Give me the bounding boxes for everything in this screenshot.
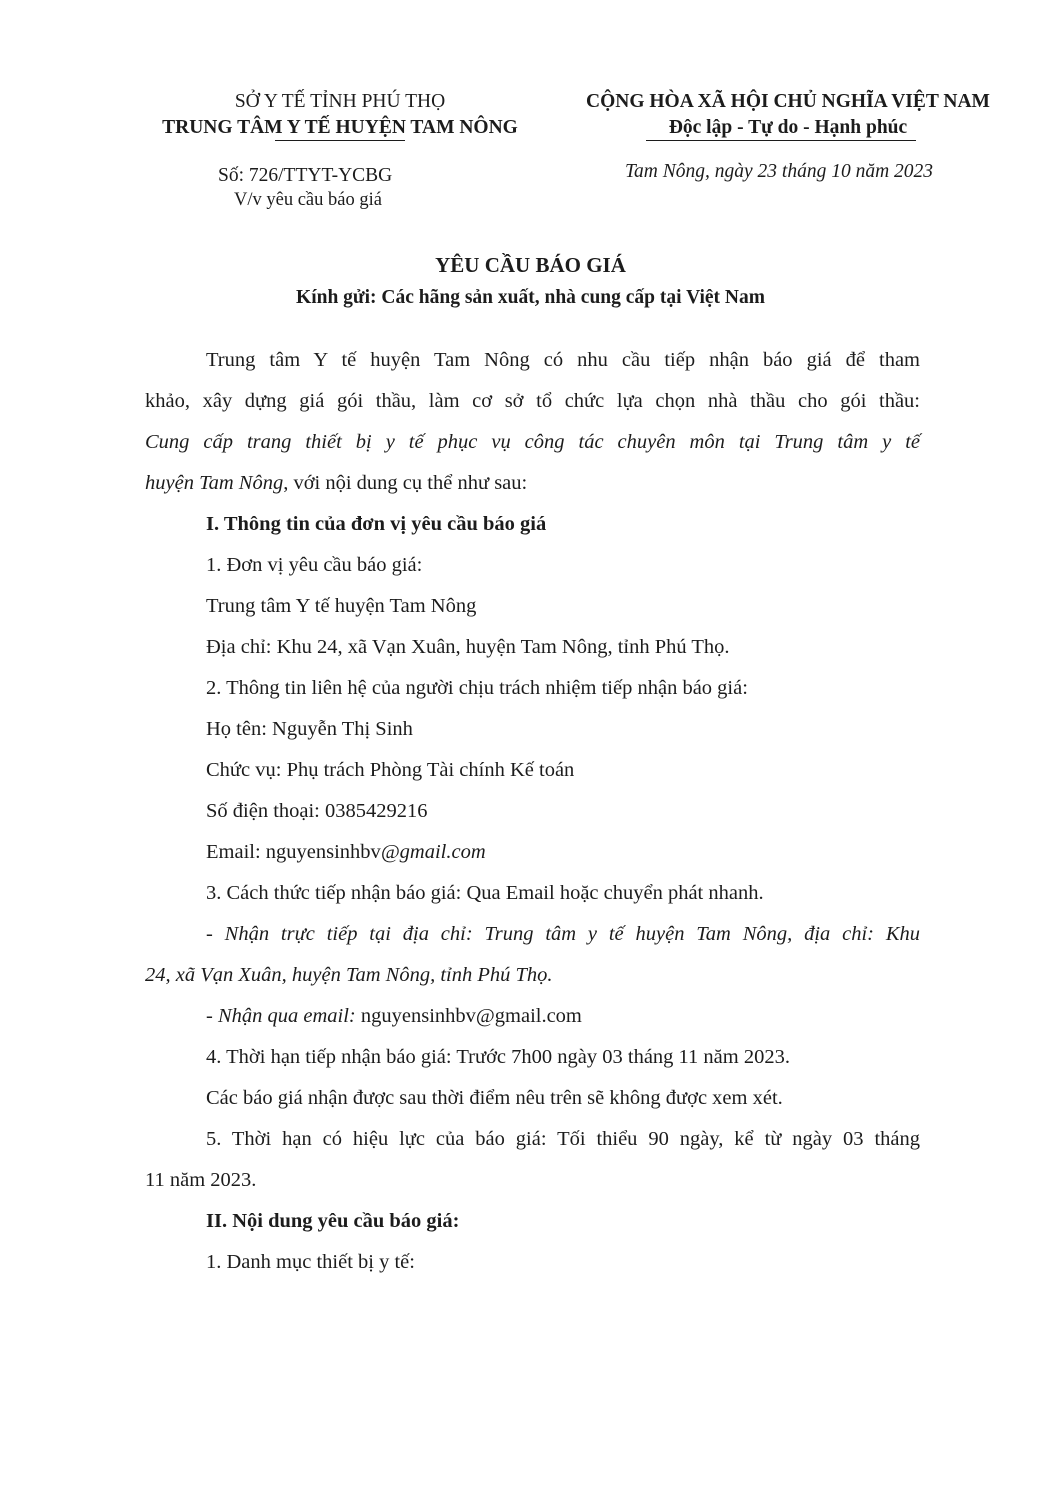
item-1-label: 1. Đơn vị yêu cầu báo giá: [206, 554, 423, 576]
motto: Độc lập - Tự do - Hạnh phúc [668, 117, 908, 138]
item-4: 4. Thời hạn tiếp nhận báo giá: Trước 7h00 ngày 03 tháng 11 năm 2023. [206, 1046, 790, 1068]
place-date: Tam Nông, ngày 23 tháng 10 năm 2023 [625, 161, 934, 182]
direct-receive-line-1: - Nhận trực tiếp tại địa chỉ: Trung tâm y tế huyện Tam Nông, địa chỉ: Khu [206, 923, 920, 945]
org-name: TRUNG TÂM Y TẾ HUYỆN TAM NÔNG [162, 117, 518, 138]
document-title: YÊU CẦU BÁO GIÁ [435, 253, 626, 277]
contact-phone: Số điện thoại: 0385429216 [206, 800, 428, 822]
item-3: 3. Cách thức tiếp nhận báo giá: Qua Email hoặc chuyển phát nhanh. [206, 882, 764, 904]
package-name-end: huyện Tam Nông [145, 472, 284, 494]
item-2-label: 2. Thông tin liên hệ của người chịu trách nhiệm tiếp nhận báo giá: [206, 677, 748, 699]
national-header [548, 89, 1028, 141]
doc-subject: V/v yêu cầu báo giá [234, 190, 382, 210]
unit-name: Trung tâm Y tế huyện Tam Nông [206, 595, 477, 617]
email-receive-label: - Nhận qua email: [206, 1005, 356, 1027]
intro-line-4-rest: , với nội dung cụ thể như sau: [283, 472, 528, 494]
section-1-heading: I. Thông tin của đơn vị yêu cầu báo giá [206, 513, 547, 535]
section-2-item-1: 1. Danh mục thiết bị y tế: [206, 1251, 415, 1273]
email-receive-value: nguyensinhbv@gmail.com [355, 1005, 582, 1027]
item-5-line-1: 5. Thời hạn có hiệu lực của báo giá: Tối thiểu 90 ngày, kể từ ngày 03 tháng [206, 1128, 920, 1150]
contact-email [206, 838, 486, 866]
org-underline [275, 140, 405, 141]
contact-name: Họ tên: Nguyễn Thị Sinh [206, 718, 413, 740]
section-2-heading: II. Nội dung yêu cầu báo giá: [206, 1210, 460, 1232]
doc-number: Số: 726/TTYT-YCBG [218, 165, 393, 186]
unit-address: Địa chỉ: Khu 24, xã Vạn Xuân, huyện Tam Nông, tỉnh Phú Thọ. [206, 636, 730, 658]
org-parent: SỞ Y TẾ TỈNH PHÚ THỌ [234, 91, 446, 112]
item-4-note: Các báo giá nhận được sau thời điểm nêu trên sẽ không được xem xét. [206, 1087, 783, 1109]
direct-receive-line-2: 24, xã Vạn Xuân, huyện Tam Nông, tỉnh Phú Thọ. [145, 964, 553, 986]
item-5-line-2: 11 năm 2023. [145, 1169, 257, 1191]
contact-email-user: Email: nguyensinhbv [206, 841, 381, 863]
intro-line-2: khảo, xây dựng giá gói thầu, làm cơ sở tổ chức lựa chọn nhà thầu cho gói thầu: [145, 390, 920, 412]
motto-underline [646, 140, 916, 141]
intro-line-4 [145, 469, 527, 497]
intro-line-1: Trung tâm Y tế huyện Tam Nông có nhu cầu tiếp nhận báo giá để tham [206, 349, 920, 371]
issuing-organization [100, 89, 580, 141]
contact-email-domain: @gmail.com [380, 841, 486, 863]
recipient-line: Kính gửi: Các hãng sản xuất, nhà cung cấp tại Việt Nam [296, 287, 765, 308]
contact-position: Chức vụ: Phụ trách Phòng Tài chính Kế toán [206, 759, 575, 781]
intro-line-3: Cung cấp trang thiết bị y tế phục vụ công tác chuyên môn tại Trung tâm y tế [145, 431, 920, 453]
email-receive [206, 1002, 582, 1030]
nation-title: CỘNG HÒA XÃ HỘI CHỦ NGHĨA VIỆT NAM [586, 91, 990, 112]
